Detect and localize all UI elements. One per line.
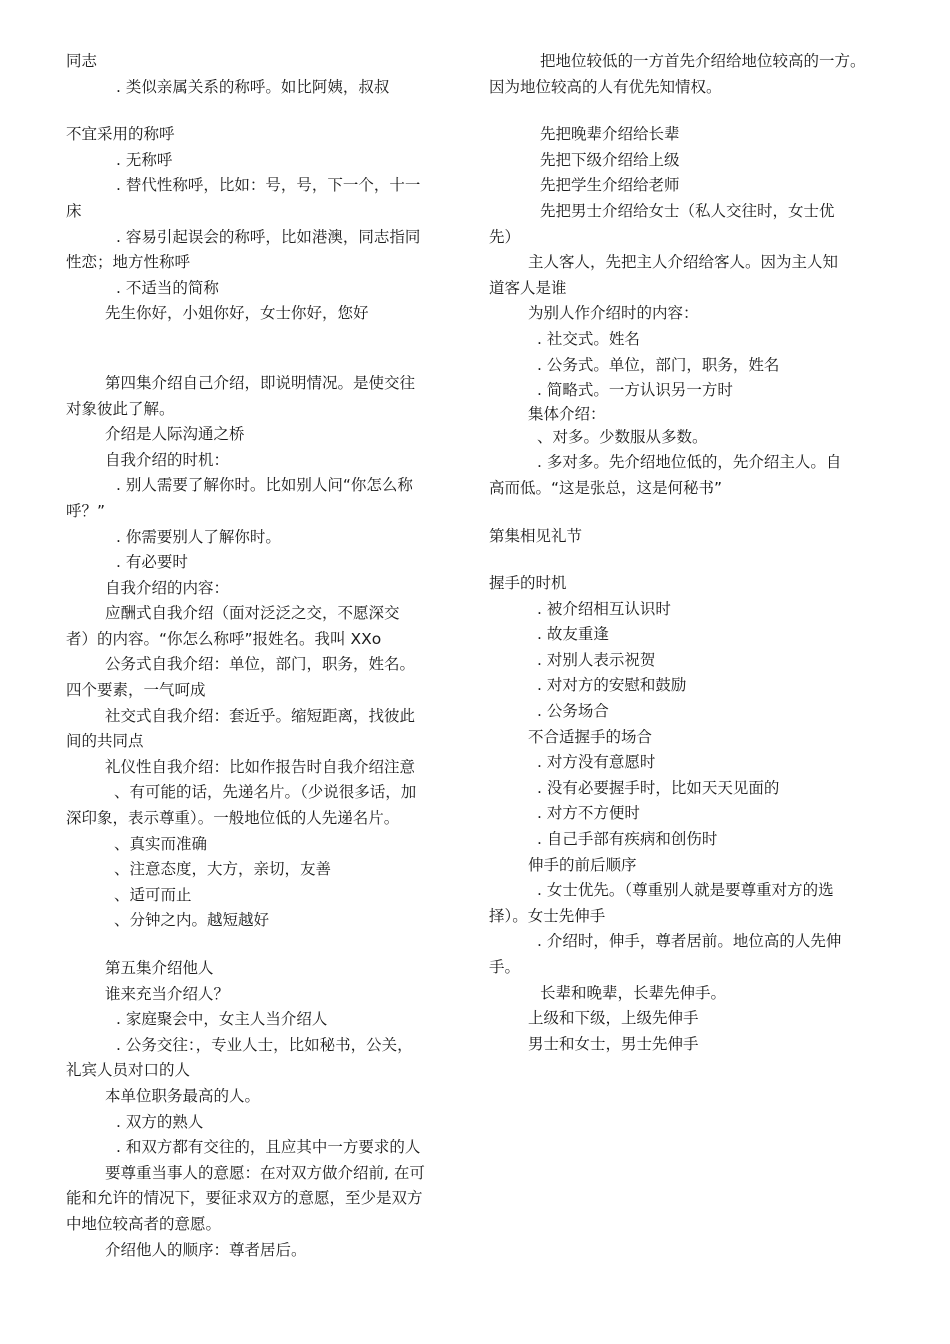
text-line: . 不适当的简称 <box>116 278 219 297</box>
text-line: 主人客人，先把主人介绍给客人。因为主人知 <box>528 253 839 272</box>
text-line: 对象彼此了解。 <box>66 399 175 418</box>
text-line: 手。 <box>489 958 521 976</box>
text-line: 介绍是人际沟通之桥 <box>105 425 245 444</box>
text-line: 中地位较高者的意愿。 <box>66 1214 222 1233</box>
text-line: 公务式自我介绍：单位，部门，职务，姓名。 <box>105 655 416 674</box>
text-line: . 和双方都有交往的，且应其中一方要求的人 <box>116 1138 421 1157</box>
text-line: . 多对多。先介绍地位低的，先介绍主人。自 <box>537 453 842 472</box>
text-line: 能和允许的情况下，要征求双方的意愿，至少是双方 <box>66 1189 423 1208</box>
right-column <box>489 49 881 1057</box>
blank-line <box>66 934 458 956</box>
text-line: 伸手的前后顺序 <box>528 855 637 874</box>
text-line: 介绍他人的顺序：尊者居后。 <box>105 1240 307 1259</box>
text-line: . 别人需要了解你时。比如别人问“你怎么称 <box>116 476 413 495</box>
text-line: . 你需要别人了解你时。 <box>116 527 281 546</box>
text-line: 因为地位较高的人有优先知情权。 <box>489 77 722 96</box>
text-line: 、对多。少数服从多数。 <box>537 427 708 446</box>
text-line: 四个要素，一气呵成 <box>66 681 206 700</box>
text-line: 不宜采用的称呼 <box>66 125 175 144</box>
text-line: 先把学生介绍给老师 <box>540 176 680 195</box>
text-line: 、分钟之内。越短越好 <box>114 911 270 930</box>
blank-line <box>489 549 881 571</box>
text-line: . 故友重逢 <box>537 625 609 644</box>
text-line: 、真实而准确 <box>114 834 208 853</box>
text-line: 道客人是谁 <box>489 278 567 297</box>
text-line: 为别人作介绍时的内容： <box>528 304 699 323</box>
text-line: 上级和下级，上级先伸手 <box>528 1009 699 1028</box>
text-line: . 对别人表示祝贺 <box>537 650 656 669</box>
text-line: 先把男士介绍给女士（私人交往时，女士优 <box>540 201 835 220</box>
text-line: 集体介绍： <box>528 404 606 423</box>
text-line: . 容易引起误会的称呼，比如港澳，同志指同 <box>116 227 421 246</box>
blank-line <box>489 100 881 122</box>
text-line: . 对对方的安慰和鼓励 <box>537 676 687 695</box>
text-line: . 自己手部有疾病和创伤时 <box>537 830 718 849</box>
text-line: 长辈和晚辈，长辈先伸手。 <box>540 983 727 1002</box>
text-line: . 对方没有意愿时 <box>537 753 656 772</box>
blank-line <box>489 502 881 524</box>
left-column <box>66 49 458 1263</box>
blank-line <box>66 100 458 122</box>
text-line: 第集相见礼节 <box>489 526 583 545</box>
text-line: 、注意态度，大方，亲切，友善 <box>114 860 332 879</box>
text-line: 礼宾人员对口的人 <box>66 1061 191 1080</box>
text-line: 性恋；地方性称呼 <box>66 253 191 272</box>
text-line: 社交式自我介绍：套近乎。缩短距离，找彼此 <box>105 706 416 725</box>
text-line: 呼？” <box>66 501 106 520</box>
blank-line <box>66 349 458 371</box>
text-line: 男士和女士，男士先伸手 <box>528 1034 699 1053</box>
text-line: 谁来充当介绍人？ <box>105 984 230 1003</box>
text-line: 、适可而止 <box>114 885 192 904</box>
text-line: . 公务式。单位，部门，职务，姓名 <box>537 355 780 374</box>
text-line: 同志 <box>66 52 98 70</box>
text-line: 、有可能的话，先递名片。（少说很多话，加 <box>114 783 417 802</box>
text-line: . 介绍时，伸手，尊者居前。地位高的人先伸 <box>537 932 842 951</box>
text-line: 深印象，表示尊重）。一般地位低的人先递名片。 <box>66 809 400 828</box>
text-line: . 被介绍相互认识时 <box>537 599 671 618</box>
text-line: . 替代性称呼，比如：号，号，下一个，十一 <box>116 176 421 195</box>
text-line: . 有必要时 <box>116 553 188 572</box>
text-line: 间的共同点 <box>66 732 144 751</box>
text-line: 者）的内容。“你怎么称呼”报姓名。我叫 XXo <box>66 629 382 648</box>
text-line: 择）。女士先伸手 <box>489 906 606 925</box>
text-line: . 公务交往：，专业人士，比如秘书，公关， <box>116 1035 413 1054</box>
text-line: 自我介绍的内容： <box>105 578 230 597</box>
text-line: 本单位职务最高的人。 <box>105 1086 261 1105</box>
text-line: 自我介绍的时机： <box>105 450 230 469</box>
text-line: 不合适握手的场合 <box>528 727 653 746</box>
text-line: . 女士优先。（尊重别人就是要尊重对方的选 <box>537 881 834 900</box>
text-line: 高而低。“这是张总，这是何秘书” <box>489 478 723 497</box>
blank-line <box>66 327 458 349</box>
text-line: . 简略式。一方认识另一方时 <box>537 381 733 400</box>
text-line: . 类似亲属关系的称呼。如比阿姨，叔叔 <box>116 77 390 96</box>
text-line: 先把下级介绍给上级 <box>540 150 680 169</box>
text-line: 礼仪性自我介绍：比如作报告时自我介绍注意 <box>105 757 416 776</box>
text-line: . 家庭聚会中，女主人当介绍人 <box>116 1010 328 1029</box>
text-line: . 公务场合 <box>537 702 609 721</box>
text-line: . 社交式。姓名 <box>537 329 640 348</box>
text-line: 第四集介绍自己介绍，即说明情况。是使交往 <box>105 373 416 392</box>
text-line: . 无称呼 <box>116 150 173 169</box>
text-line: 握手的时机 <box>489 574 567 593</box>
text-line: 先生你好，小姐你好，女士你好，您好 <box>105 304 369 323</box>
text-line: 把地位较低的一方首先介绍给地位较高的一方。 <box>540 52 866 70</box>
text-line: 床 <box>66 201 82 220</box>
text-line: . 对方不方便时 <box>537 804 640 823</box>
text-line: 先把晚辈介绍给长辈 <box>540 125 680 144</box>
text-line: . 没有必要握手时，比如天天见面的 <box>537 778 780 797</box>
text-line: 第五集介绍他人 <box>105 959 214 977</box>
text-line: . 双方的熟人 <box>116 1112 204 1131</box>
text-line: 要尊重当事人的意愿：在对双方做介绍前, 在可 <box>105 1163 425 1182</box>
text-line: 应酬式自我介绍（面对泛泛之交，不愿深交 <box>105 604 400 623</box>
text-line: 先） <box>489 227 521 246</box>
